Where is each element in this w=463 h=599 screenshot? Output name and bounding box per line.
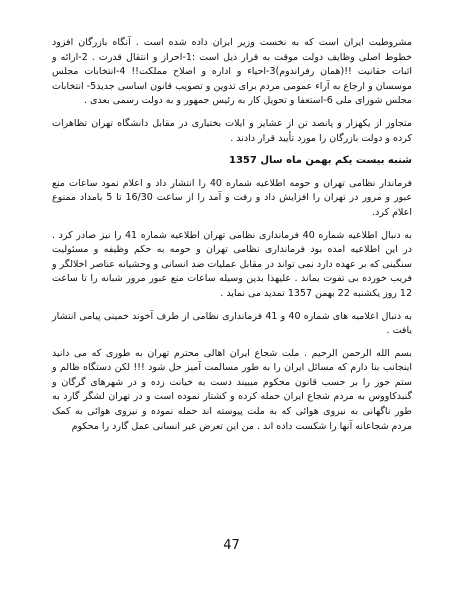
paragraph-constitution-announcement: مشروطیت ایران است که به نخست وزیر ایران داده شده است . آنگاه بازرگان افزود خطوط اصلی وظایف دولت موقت به قرار ذیل است :1-احراز و انتقال قدرت . 2-ارائه و اثبات حقانیت !!(همان رفراندوم)3-احیاء و اداره و اصلاح مملکت!! 4-انتخابات مجلس موسسان و ارجاع به آراء عمومی مردم برای تدوین و تصویب قانون اساسی جدید5- انتخابات مجلس شورای ملی 6-استعفا و تحویل کار به رئیس جمهور و به دولت رسمی بعدی . xyxy=(52,37,412,107)
paragraph-message-published: به دنبال اعلامیه های شماره 40 و 41 فرمانداری نظامی از طرف آخوند خمینی پیامی انتشار یافت . xyxy=(52,310,412,337)
paragraph-bakhtiari-demonstration: متجاوز از یکهزار و پانصد تن از عشایر و ایلات بختیاری در مقابل دانشگاه تهران تظاهرات کرده و دولت بازرگان را مورد تأیید قرار دادند . xyxy=(52,117,412,144)
document-body xyxy=(52,36,412,442)
paragraph-message-text: بسم الله الرحمن الرحیم . ملت شجاع ایران اهالی محترم تهران به طوری که می دانید اینجانب بنا دارم که مسائل ایران را به طور مسالمت آمیز حل شود !!! لکن دستگاه ظالم و ستم جور را بر حسب قانون محکوم میبیند دست به خیانت زده و در شهرهای گرگان و گنبدکاووس به مردم شجاع ایران حمله کرده و کشتار نموده است و در تهران لشگر گارد به طور ناگهانی به نیروی هوائی که به ملت پیوسته اند حمله نموده و نیروی هوائی به کمک مردم شجاعانه آنها را شکست داده اند . من این تعرض غیر انسانی عمل گارد را محکوم xyxy=(52,347,412,432)
paragraph-announcement-40: فرماندار نظامی تهران و حومه اطلاعیه شماره 40 را انتشار داد و اعلام نمود ساعات منع عبور و مرور در تهران را افزایش داد و رفت و آمد را از ساعت 16/30 تا 5 بامداد ممنوع اعلام کرد. xyxy=(52,177,413,218)
section-heading-date: شنبه بیست یکم بهمن ماه سال 1357 xyxy=(229,155,412,167)
paragraph-announcement-41: به دنبال اطلاعیه شماره 40 فرمانداری نظامی تهران اطلاعیه شماره 41 را نیز صادر کرد . در این اطلاعیه امده بود فرمانداری نظامی تهران و حومه به حکم وظیفه و مسئولیت سنگینی که بر عهده دارد نمی تواند در مقابل عملیات ضد انسانی و وحشیانه عناصر اخلالگر و فریب خورده بی تفوت بماند . علیهذا بدین وسیله ساعات منع عبور مرور شبانه را تا ساعت 12 روز یکشنبه 22 بهمن 1357 تمدید می نماید . xyxy=(52,229,413,299)
page-number: 47 xyxy=(223,538,240,553)
